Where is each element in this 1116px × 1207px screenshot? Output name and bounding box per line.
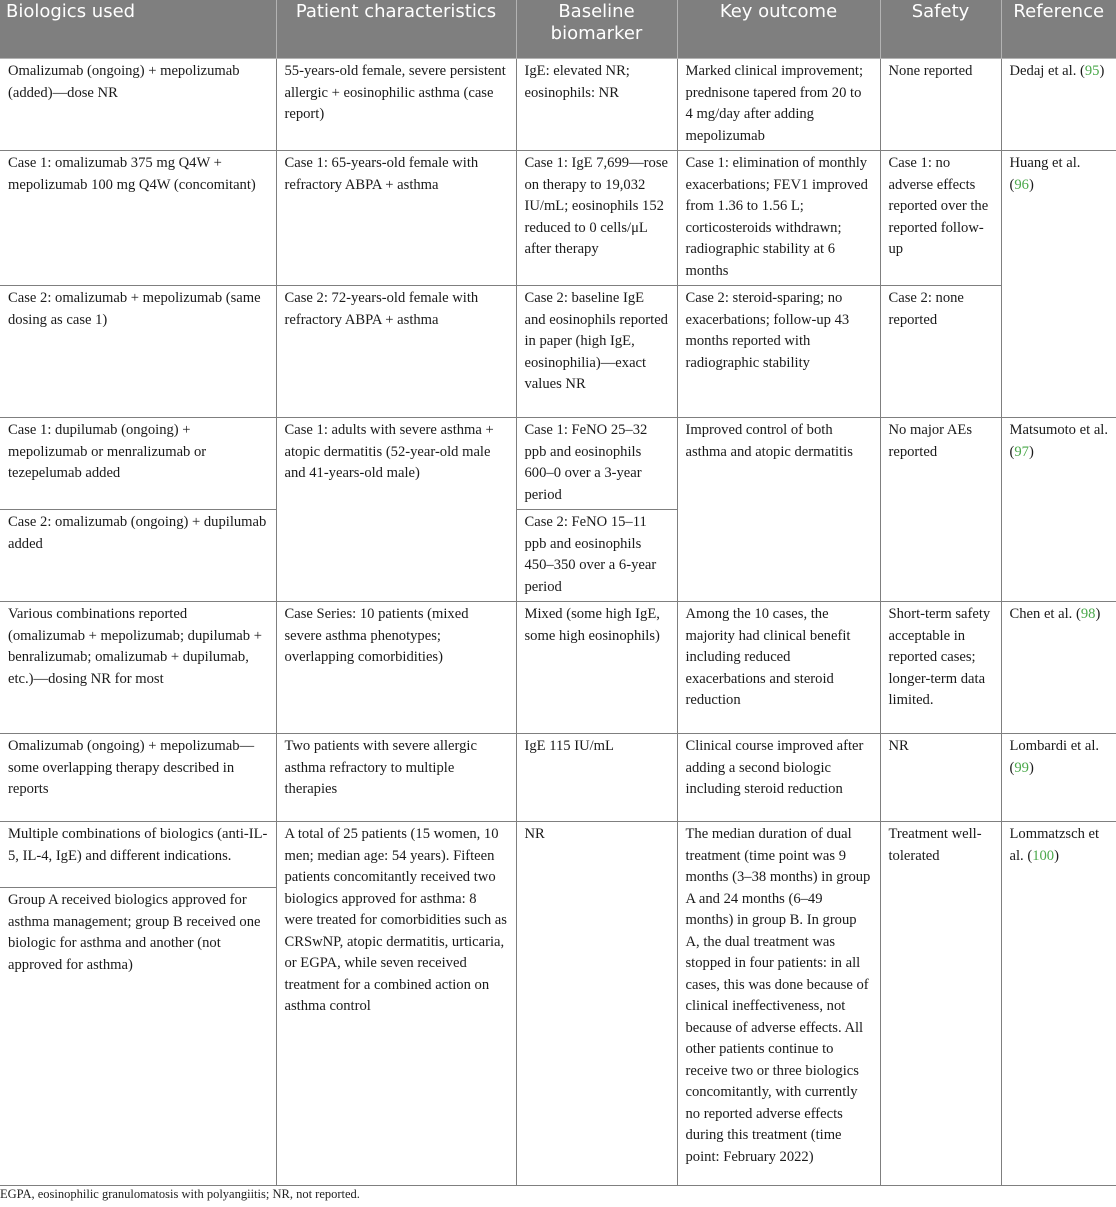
outcome-cell: Improved control of both asthma and atopic dermatitis [677,418,880,602]
safety-cell: Short-term safety acceptable in reported cases; longer-term data limited. [880,602,1001,734]
reference-author: Dedaj et al. [1009,63,1077,79]
biologics-cell: Omalizumab (ongoing) + mepolizumab—some overlapping therapy described in reports [0,734,276,822]
biomarker-cell: IgE 115 IU/mL [516,734,677,822]
outcome-cell: Case 1: elimination of monthly exacerbations; FEV1 improved from 1.36 to 1.56 L; corticosteroids withdrawn; radiographic stability at 6 months [677,151,880,286]
table-header-row [0,0,1116,59]
reference-link[interactable]: 99 [1014,759,1029,776]
biomarker-cell: NR [516,822,677,1186]
safety-cell: NR [880,734,1001,822]
outcome-cell: Among the 10 cases, the majority had clinical benefit including reduced exacerbations and steroid reduction [677,602,880,734]
safety-cell: Treatment well-tolerated [880,822,1001,1186]
reference-author: Matsumoto et al. [1009,422,1108,438]
biomarker-cell: Case 2: baseline IgE and eosinophils reported in paper (high IgE, eosinophilia)—exact values NR [516,286,677,418]
outcome-cell: Clinical course improved after adding a second biologic including steroid reduction [677,734,880,822]
reference-author: Chen et al. [1009,606,1073,622]
biomarker-cell: Case 1: FeNO 25–32 ppb and eosinophils 600–0 over a 3-year period [516,418,677,510]
biologics-cell: Group A received biologics approved for asthma management; group B received one biologic for asthma and another (not approved for asthma) [0,888,276,1186]
header-key-outcome: Key outcome [677,0,880,59]
table-row [0,59,1116,151]
header-patient-characteristics: Patient characteristics [276,0,516,59]
table-row [0,602,1116,734]
reference-cell: Huang et al. (96) [1001,151,1116,418]
patient-cell: Case 1: adults with severe asthma + atopic dermatitis (52-year-old male and 41-years-old male) [276,418,516,602]
biologics-cell: Omalizumab (ongoing) + mepolizumab (added)—dose NR [0,59,276,151]
safety-cell: No major AEs reported [880,418,1001,602]
patient-cell: Case Series: 10 patients (mixed severe asthma phenotypes; overlapping comorbidities) [276,602,516,734]
biologics-cell: Multiple combinations of biologics (anti-IL-5, IL-4, IgE) and different indications. [0,822,276,888]
reference-cell: Dedaj et al. (95) [1001,59,1116,151]
table-row [0,418,1116,510]
biomarker-cell: Mixed (some high IgE, some high eosinophils) [516,602,677,734]
reference-link[interactable]: 95 [1084,63,1100,79]
outcome-cell: Case 2: steroid-sparing; no exacerbations; follow-up 43 months reported with radiographic stability [677,286,880,418]
safety-cell: Case 1: no adverse effects reported over the reported follow-up [880,151,1001,286]
reference-link[interactable]: 96 [1014,176,1029,193]
header-reference: Reference [1001,0,1116,59]
reference-author: Lommatzsch et al. [1009,826,1100,864]
safety-cell: None reported [880,59,1001,151]
patient-cell: A total of 25 patients (15 women, 10 men; median age: 54 years). Fifteen patients concomitantly received two biologics approved for asthma: 8 were treated for comorbidities such as CRSwNP, atopic dermatitis, urticaria, or EGPA, while seven received treatment for a combined action on asthma control [276,822,516,1186]
patient-cell: Case 1: 65-years-old female with refractory ABPA + asthma [276,151,516,286]
biologics-cell: Case 2: omalizumab + mepolizumab (same dosing as case 1) [0,286,276,418]
biologics-cell: Case 1: omalizumab 375 mg Q4W + mepolizumab 100 mg Q4W (concomitant) [0,151,276,286]
biologics-cell: Various combinations reported (omalizumab + mepolizumab; dupilumab + benralizumab; omalizumab + dupilumab, etc.)—dosing NR for most [0,602,276,734]
reference-cell: Lombardi et al. (99) [1001,734,1116,822]
safety-cell: Case 2: none reported [880,286,1001,418]
outcome-cell: The median duration of dual treatment (time point was 9 months (3–38 months) in group A and 24 months (6–49 months) in group B. In group A, the dual treatment was stopped in four patients: in all cases, this was done because of clinical ineffectiveness, not because of adverse effects. All other patients continue to receive two or three biologics concomitantly, with currently no reported adverse effects during this treatment (time point: February 2022) [677,822,880,1186]
patient-cell: 55-years-old female, severe persistent allergic + eosinophilic asthma (case report) [276,59,516,151]
biologics-cell: Case 1: dupilumab (ongoing) + mepolizumab or menralizumab or tezepelumab added [0,418,276,510]
reference-cell: Matsumoto et al. (97) [1001,418,1116,602]
table-row [0,734,1116,822]
patient-cell: Two patients with severe allergic asthma refractory to multiple therapies [276,734,516,822]
outcome-cell: Marked clinical improvement; prednisone tapered from 20 to 4 mg/day after adding mepolizumab [677,59,880,151]
reference-link[interactable]: 100 [1032,847,1055,864]
biomarker-cell: Case 2: FeNO 15–11 ppb and eosinophils 450–350 over a 6-year period [516,510,677,602]
reference-cell: Lommatzsch et al. (100) [1001,822,1116,1186]
table-row [0,151,1116,286]
reference-link[interactable]: 97 [1014,443,1029,460]
reference-author: Huang et al. [1009,155,1081,171]
biologics-cell: Case 2: omalizumab (ongoing) + dupilumab added [0,510,276,602]
table-row [0,286,1116,418]
header-safety: Safety [880,0,1001,59]
patient-cell: Case 2: 72-years-old female with refractory ABPA + asthma [276,286,516,418]
reference-author: Lombardi et al. [1009,738,1100,754]
reference-cell: Chen et al. (98) [1001,602,1116,734]
biomarker-cell: IgE: elevated NR; eosinophils: NR [516,59,677,151]
header-biologics-used: Biologics used [0,0,276,59]
reference-link[interactable]: 98 [1080,606,1096,622]
table-footnote: EGPA, eosinophilic granulomatosis with polyangiitis; NR, not reported. [0,1187,360,1201]
table-row [0,822,1116,888]
biomarker-cell: Case 1: IgE 7,699—rose on therapy to 19,032 IU/mL; eosinophils 152 reduced to 0 cells/μL after therapy [516,151,677,286]
header-baseline-biomarker: Baseline biomarker [516,0,677,59]
